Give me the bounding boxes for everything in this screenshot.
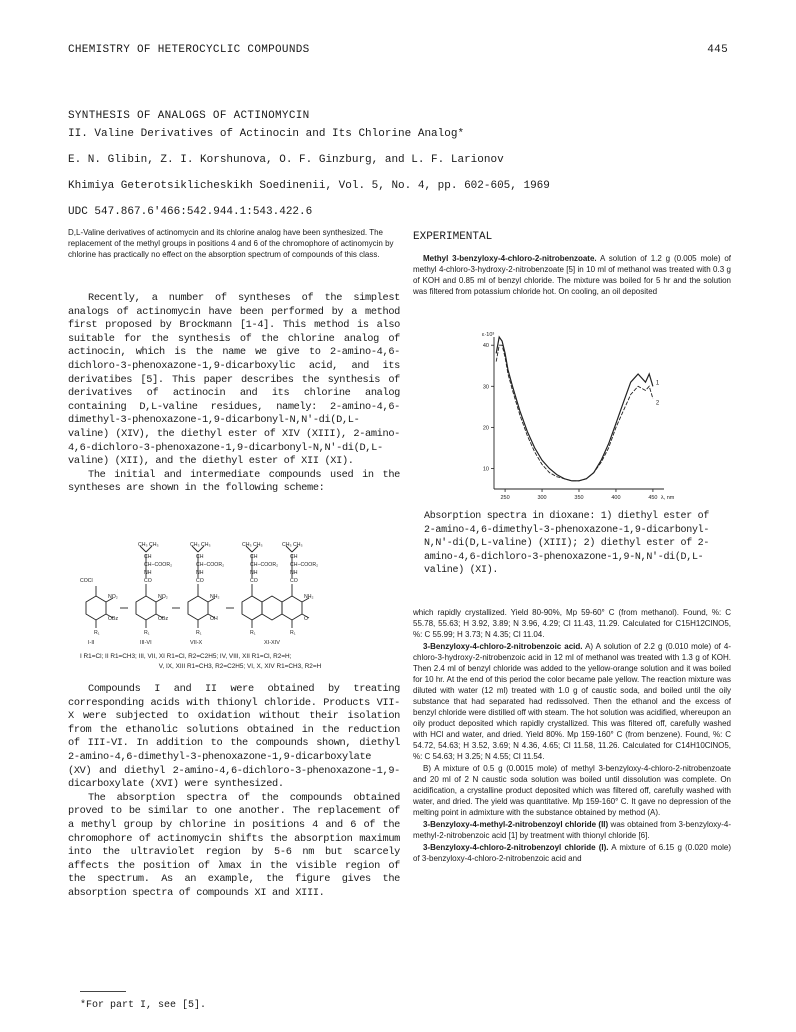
footnote-rule xyxy=(80,991,126,992)
synthesis-scheme xyxy=(66,540,402,648)
svg-text:OBz: OBz xyxy=(158,616,169,622)
figure-caption xyxy=(424,510,724,578)
svg-text:NH₂: NH₂ xyxy=(304,594,314,600)
ring-c xyxy=(282,596,302,620)
svg-text:R₁: R₁ xyxy=(290,630,296,636)
running-head xyxy=(68,44,728,56)
scheme-label-4: XI-XIV xyxy=(264,640,280,646)
svg-text:NO₂: NO₂ xyxy=(158,594,168,600)
curve-label-1: 1 xyxy=(655,380,660,387)
article-title: SYNTHESIS OF ANALOGS OF ACTINOMYCIN xyxy=(68,110,310,122)
svg-text:CO: CO xyxy=(144,578,152,584)
svg-text:CH₃ CH₃: CH₃ CH₃ xyxy=(138,542,159,548)
ring-a xyxy=(242,596,262,620)
experimental-body xyxy=(413,607,731,865)
spectrum-line-2 xyxy=(496,345,653,481)
svg-text:NH: NH xyxy=(250,570,258,576)
body-intro xyxy=(68,292,400,496)
svg-text:R₁: R₁ xyxy=(196,630,202,636)
y-axis-unit: ε·10³ xyxy=(482,332,495,338)
svg-text:NH: NH xyxy=(290,570,298,576)
svg-text:R₁: R₁ xyxy=(250,630,256,636)
absorption-spectrum-chart xyxy=(470,327,685,505)
scheme-label-1: I-II xyxy=(88,640,95,646)
svg-text:NH: NH xyxy=(196,570,204,576)
svg-text:CO: CO xyxy=(290,578,298,584)
svg-text:CH: CH xyxy=(290,554,298,560)
x-tick-label: 300 xyxy=(537,495,547,501)
x-tick-label: 350 xyxy=(574,495,584,501)
svg-text:CO: CO xyxy=(250,578,258,584)
svg-text:CH−COOR₂: CH−COOR₂ xyxy=(290,562,319,568)
paragraph-compounds: Compounds I and II were obtained by treating corresponding acids with thionyl chloride. Products VII-X were subjected to oxidation without their isolation from the ethanolic solutions obtained in the reduction of III-VI. In addition to the compounds shown, diethyl 2-amino-4,6-dimethyl-3-phenoxazone-1,9-dicarboxylate (XV) and diethyl 2-amino-4,6-dichloro-3-phenoxazone-1,9-dicarboxylate (XVI) were synthesized. xyxy=(68,683,400,791)
figure-caption-text: Absorption spectra in dioxane: 1) diethyl ester of 2-amino-4,6-dimethyl-3-phenoxazone-1,9-dicarbonyl-N,N'-di(D,L-valine) (XIII); 2) diethyl ester of 2-amino-4,6-dichloro-3-phenoxazone-1,9-N,N'-di(D,L-valine) (XI). xyxy=(424,511,710,576)
experimental-p3-text: B) A mixture of 0.5 g (0.0015 mole) of methyl 3-benzyloxy-4-chloro-2-nitrobenzoate and 20 ml of 2 N caustic soda solution was boiled until dissolution was complete. On acidification, a crystalline product deposited which was filtered off, carefully washed with water, and dried. The yield was quantitative. Mp 159-160° C. It gave no depression of the melting point in admixture with the substance obtained by method (A). xyxy=(413,764,731,817)
article-authors: E. N. Glibin, Z. I. Korshunova, O. F. Ginzburg, and L. F. Larionov xyxy=(68,154,504,166)
spectrum-line-1 xyxy=(496,337,653,481)
footnote: *For part I, see [5]. xyxy=(80,1000,207,1011)
scheme-legend-line-2: V, IX, XIII R1=CH3, R2=C2H5; VI, X, XIV R1=CH3, R2=H xyxy=(158,663,322,670)
x-tick-label: 450 xyxy=(648,495,658,501)
svg-text:CH: CH xyxy=(144,554,152,560)
experimental-p5-text: A mixture of 6.15 g (0.020 mole) of 3-benzyloxy-4-chloro-2-nitrobenzoic acid and xyxy=(413,843,731,863)
svg-text:CH−COOR₂: CH−COOR₂ xyxy=(250,562,279,568)
compound-title-1: Methyl 3-benzyloxy-4-chloro-2-nitrobenzoate. xyxy=(423,254,597,263)
experimental-p4-text: was obtained from 3-benzyloxy-4-methyl-2-nitrobenzoic acid [1] by treatment with thionyl chloride [6]. xyxy=(413,820,731,840)
curve-label-2: 2 xyxy=(655,400,660,407)
compound-title-2: 3-Benzyloxy-4-chloro-2-nitrobenzoic acid. xyxy=(423,642,583,651)
article-udc: UDC 547.867.6'466:542.944.1:543.422.6 xyxy=(68,206,313,218)
abstract: D,L-Valine derivatives of actinomycin and its chlorine analog have been synthesized. The replacement of the methyl groups in positions 4 and 6 of the chromophore of actinomycin by chlorine has practically no effect on the absorption spectrum of compounds of this class. xyxy=(68,228,394,259)
svg-text:CH−COOR₂: CH−COOR₂ xyxy=(144,562,173,568)
compound-title-5: 3-Benzyloxy-4-chloro-2-nitrobenzoyl chloride (I). xyxy=(423,843,609,852)
article-subtitle: II. Valine Derivatives of Actinocin and Its Chlorine Analog* xyxy=(68,128,465,140)
paragraph-intro: Recently, a number of syntheses of the simplest analogs of actinomycin have been performed by a method first proposed by Brockmann [1-4]. This method is also suitable for the synthesis of the chlorine analog of actinocin, which is the name we give to 2-amino-4,6-dichloro-3-phenoxazone-1,9-dicarboxylic acid, and its derivatibes [5]. This paper describes the synthesis of derivatives of actinocin and its chlorine analog containing D,L-valine residues, namely: 2-amino-4,6-dimethyl-3-phenoxazone-1,9-dicarbonyl-N,N'-di(D,L-valine) (XIV), the diethyl ester of XIV (XIII), 2-amino-4,6-dichloro-3-phenoxazone-1,9-dicarbonyl-N,N'-di(D,L-valine) (XII), and the diethyl ester of XII (XI). xyxy=(68,292,400,468)
scheme-label-3: VII-X xyxy=(190,640,203,646)
y-tick-label: 30 xyxy=(482,384,489,391)
svg-text:CH: CH xyxy=(250,554,258,560)
experimental-p1-continued: which rapidly crystallized. Yield 80-90%, Mp 59-60° C (from methanol). Found, %: C 55.78, 55.63; H 3.92, 3.89; N 3.96, 4.29; Cl 11.43, 11.29. Calculated for C15H12ClNO5, %: C 55.99; H 3.73; N 4.35; Cl 11.04. xyxy=(413,608,731,639)
y-tick-label: 10 xyxy=(482,466,489,473)
scheme-label-2: III-VI xyxy=(140,640,152,646)
svg-text:OBz: OBz xyxy=(108,616,119,622)
benzene-ring-3 xyxy=(188,596,208,620)
svg-text:COCl: COCl xyxy=(80,578,93,584)
benzene-ring-2 xyxy=(136,596,156,620)
svg-text:NH₂: NH₂ xyxy=(210,594,220,600)
benzene-ring-1 xyxy=(86,596,106,620)
svg-text:CH₃ CH₃: CH₃ CH₃ xyxy=(242,542,263,548)
svg-text:CH₃ CH₃: CH₃ CH₃ xyxy=(190,542,211,548)
experimental-p2-text: A) A solution of 2.2 g (0.010 mole) of 4-chloro-3-hydroxy-2-nitrobenzoic acid in 12 ml of methanol was treated with 1.3 g of KOH. Then 2.4 ml of benzyl chloride was added to the yellow-orange solution and it was boiled for 10 hr. At the end of this period the color became pale yellow. The reaction mixture was diluted with water (12 ml) treated with 1.0 g of caustic soda, and boiled until the oily substance that had separated had redissolved. Then the ethanol and the excess of benzyl chloride were distilled off with steam. The hot solution was acidified, whereupon an oily product deposited which rapidly crystallized. This was filtered off, carefully washed with HCl and water, and dried. Yield 80%. Mp 159-160° C (from benzene). Found, %: C 54.72, 54.63; H 3.52, 3.69; N 4.36, 4.65; Cl 11.58, 11.26. Calculated for C14H10ClNO5, %: C 54.63; H 3.25; N 4.55; Cl 11.54. xyxy=(413,642,731,761)
ring-b xyxy=(262,596,282,620)
y-tick-label: 40 xyxy=(482,343,489,350)
svg-text:NH: NH xyxy=(144,570,152,576)
svg-text:CH: CH xyxy=(196,554,204,560)
experimental-p1-text: A solution of 1.2 g (0.005 mole) of methyl 4-chloro-3-hydroxy-2-nitrobenzoate [5] in 10 ml of methanol was treated with 0.3 g of KOH and 0.85 ml of benzyl chloride. The mixture was boiled for 5 hr and the solution was filtered from potassium chloride hot. On cooling, an oil deposited xyxy=(413,254,731,296)
y-tick-label: 20 xyxy=(482,425,489,432)
article-citation: Khimiya Geterotsiklicheskikh Soedinenii, Vol. 5, No. 4, pp. 602-605, 1969 xyxy=(68,180,550,192)
x-axis-unit: λ, nm xyxy=(660,495,675,501)
svg-text:NO₂: NO₂ xyxy=(108,594,118,600)
paragraph-scheme-intro: The initial and intermediate compounds used in the syntheses are shown in the following scheme: xyxy=(68,468,400,495)
compound-title-4: 3-Benzyloxy-4-methyl-2-nitrobenzoyl chloride (II) xyxy=(423,820,609,829)
experimental-p1 xyxy=(413,253,731,298)
svg-text:R₁: R₁ xyxy=(94,630,100,636)
experimental-heading: EXPERIMENTAL xyxy=(413,231,493,243)
svg-text:R₁: R₁ xyxy=(144,630,150,636)
body-discussion xyxy=(68,683,400,901)
scheme-legend xyxy=(80,652,400,672)
x-tick-label: 250 xyxy=(500,495,510,501)
x-tick-label: 400 xyxy=(611,495,621,501)
svg-text:CO: CO xyxy=(196,578,204,584)
svg-text:CH₃ CH₃: CH₃ CH₃ xyxy=(282,542,303,548)
svg-text:OH: OH xyxy=(210,616,218,622)
paragraph-spectra: The absorption spectra of the compounds obtained proved to be similar to one another. The replacement of a methyl group by chlorine in positions 4 and 6 of the chromophore of actinomycin shifts the absorption maximum into the ultraviolet region by 5-6 nm but scarcely affects the position of λmax in the visible region of the spectrum. As an example, the figure gives the absorption spectra of compounds XI and XIII. xyxy=(68,791,400,899)
svg-text:O: O xyxy=(304,616,309,622)
scheme-legend-line-1: I R1=Cl; II R1=CH3; III, VII, XI R1=Cl, R2=C2H5; IV, VIII, XII R1=Cl, R2=H; xyxy=(80,653,292,660)
journal-name: CHEMISTRY OF HETEROCYCLIC COMPOUNDS xyxy=(68,44,310,56)
page-number: 445 xyxy=(707,44,728,56)
svg-text:CH−COOR₂: CH−COOR₂ xyxy=(196,562,225,568)
